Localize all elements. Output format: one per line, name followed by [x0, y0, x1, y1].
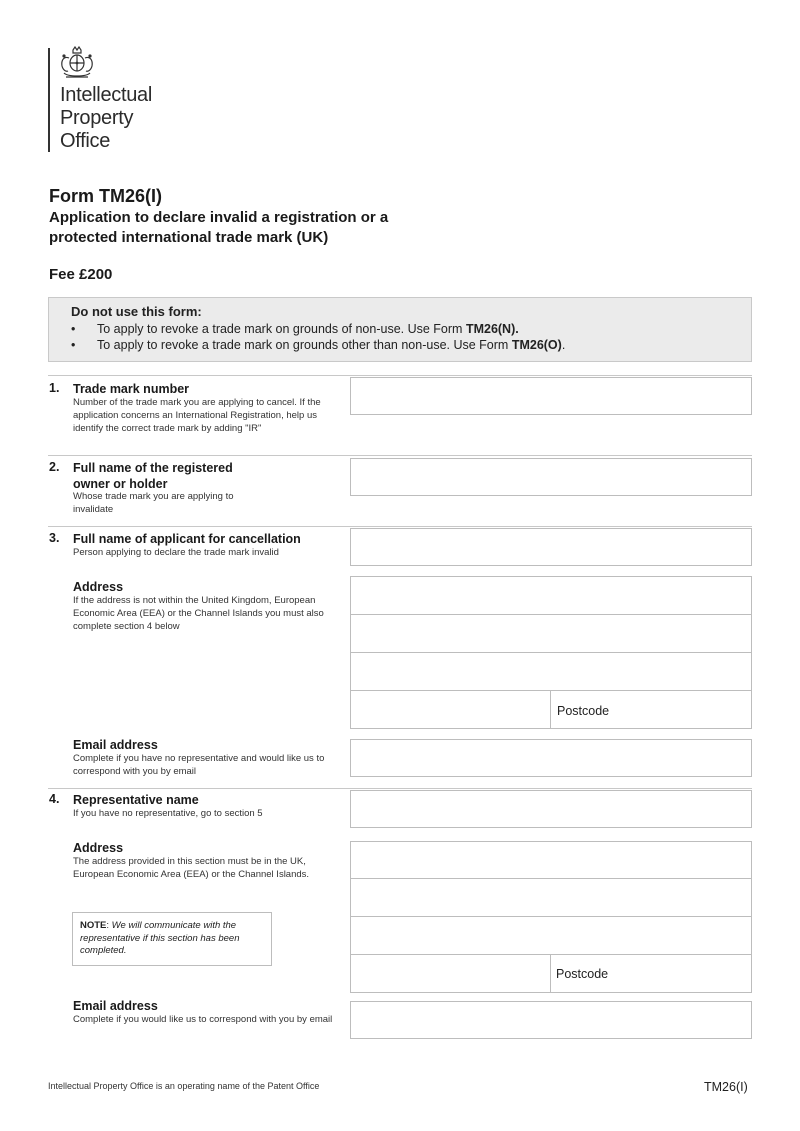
fee-amount: Fee £200: [49, 266, 113, 283]
applicant-address-help: If the address is not within the United Kingdom, European Economic Area (EEA) or the Channel Islands you must also complete section 4 below: [73, 595, 324, 632]
representative-name-label: Representative name: [73, 793, 199, 807]
section-divider: [48, 375, 752, 376]
representative-address-help: The address provided in this section must be in the UK, European Economic Area (EEA) or the Channel Islands.: [73, 856, 310, 880]
form-subtitle: Application to declare invalid a registration or a protected international trade mark (UK): [49, 209, 389, 246]
section-number: 1.: [49, 381, 60, 395]
logo-line: Office: [60, 130, 111, 152]
representative-postcode-label: Postcode: [556, 967, 609, 981]
applicant-postcode-label: Postcode: [557, 704, 610, 718]
logo-line: Property: [60, 107, 134, 129]
bullet-icon: •: [71, 338, 76, 352]
owner-name-label: Full name of the registered owner or holder: [73, 461, 233, 491]
form-title: Form TM26(I): [49, 186, 163, 206]
applicant-address-line-1[interactable]: [350, 576, 752, 615]
applicant-address-label: Address: [73, 580, 124, 594]
applicant-name-label: Full name of applicant for cancellation: [73, 532, 301, 546]
applicant-email-help: Complete if you have no representative and would like us to correspond with you by email: [73, 753, 325, 777]
logo-divider: [48, 48, 50, 152]
representative-address-line-1[interactable]: [350, 841, 752, 879]
representative-address-line-4[interactable]: [350, 954, 551, 993]
section-number: 4.: [49, 792, 60, 806]
form-code: TM26(N).: [465, 322, 519, 336]
note-label: NOTE: [80, 920, 107, 931]
owner-name-help: Whose trade mark you are applying to invalidate: [73, 491, 234, 515]
notice-text: To apply to revoke a trade mark on grounds other than non-use. Use Form: [97, 338, 512, 352]
representative-address-line-3[interactable]: [350, 916, 752, 955]
applicant-email-label: Email address: [73, 738, 158, 752]
owner-name-input[interactable]: [350, 458, 752, 496]
footer-note: Intellectual Property Office is an operating name of the Patent Office: [48, 1081, 320, 1091]
representative-address-label: Address: [73, 841, 124, 855]
applicant-address-line-4[interactable]: [350, 690, 551, 729]
representative-email-input[interactable]: [350, 1001, 752, 1039]
notice-text-after: .: [561, 338, 566, 352]
representative-address-line-2[interactable]: [350, 878, 752, 917]
logo-wordmark: [60, 84, 152, 153]
notice-text: To apply to revoke a trade mark on grounds of non-use. Use Form: [97, 322, 466, 336]
applicant-name-help: Person applying to declare the trade mark invalid: [73, 547, 279, 558]
bullet-icon: •: [71, 322, 76, 336]
logo-line: Intellectual: [60, 84, 153, 106]
representative-name-input[interactable]: [350, 790, 752, 828]
applicant-address-line-3[interactable]: [350, 652, 752, 691]
applicant-email-input[interactable]: [350, 739, 752, 777]
representative-email-label: Email address: [73, 999, 158, 1013]
applicant-name-input[interactable]: [350, 528, 752, 566]
representative-note: NOTE: We will communicate with the representative if this section has been completed.: [72, 912, 272, 966]
representative-email-help: Complete if you would like us to correspond with you by email: [73, 1014, 333, 1025]
trade-mark-number-input[interactable]: [350, 377, 752, 415]
notice-heading: Do not use this form:: [71, 304, 202, 319]
section-divider: [48, 788, 752, 789]
applicant-address-line-2[interactable]: [350, 614, 752, 653]
form-code-footer: TM26(I): [704, 1080, 748, 1094]
ipo-logo: [48, 46, 208, 152]
representative-name-help: If you have no representative, go to section 5: [73, 808, 263, 819]
royal-crest-icon: [58, 46, 96, 82]
trade-mark-number-label: Trade mark number: [73, 382, 190, 396]
section-number: 3.: [49, 531, 60, 545]
trade-mark-number-help: Number of the trade mark you are applying to cancel. If the application concerns an International Registration, help us identify the correct trade mark by adding "IR": [73, 397, 321, 434]
do-not-use-notice: [48, 297, 752, 362]
form-code: TM26(O): [511, 338, 562, 352]
section-divider: [48, 455, 752, 456]
section-number: 2.: [49, 460, 60, 474]
section-divider: [48, 526, 752, 527]
note-text: We will communicate with the representative if this section has been completed.: [80, 920, 240, 956]
